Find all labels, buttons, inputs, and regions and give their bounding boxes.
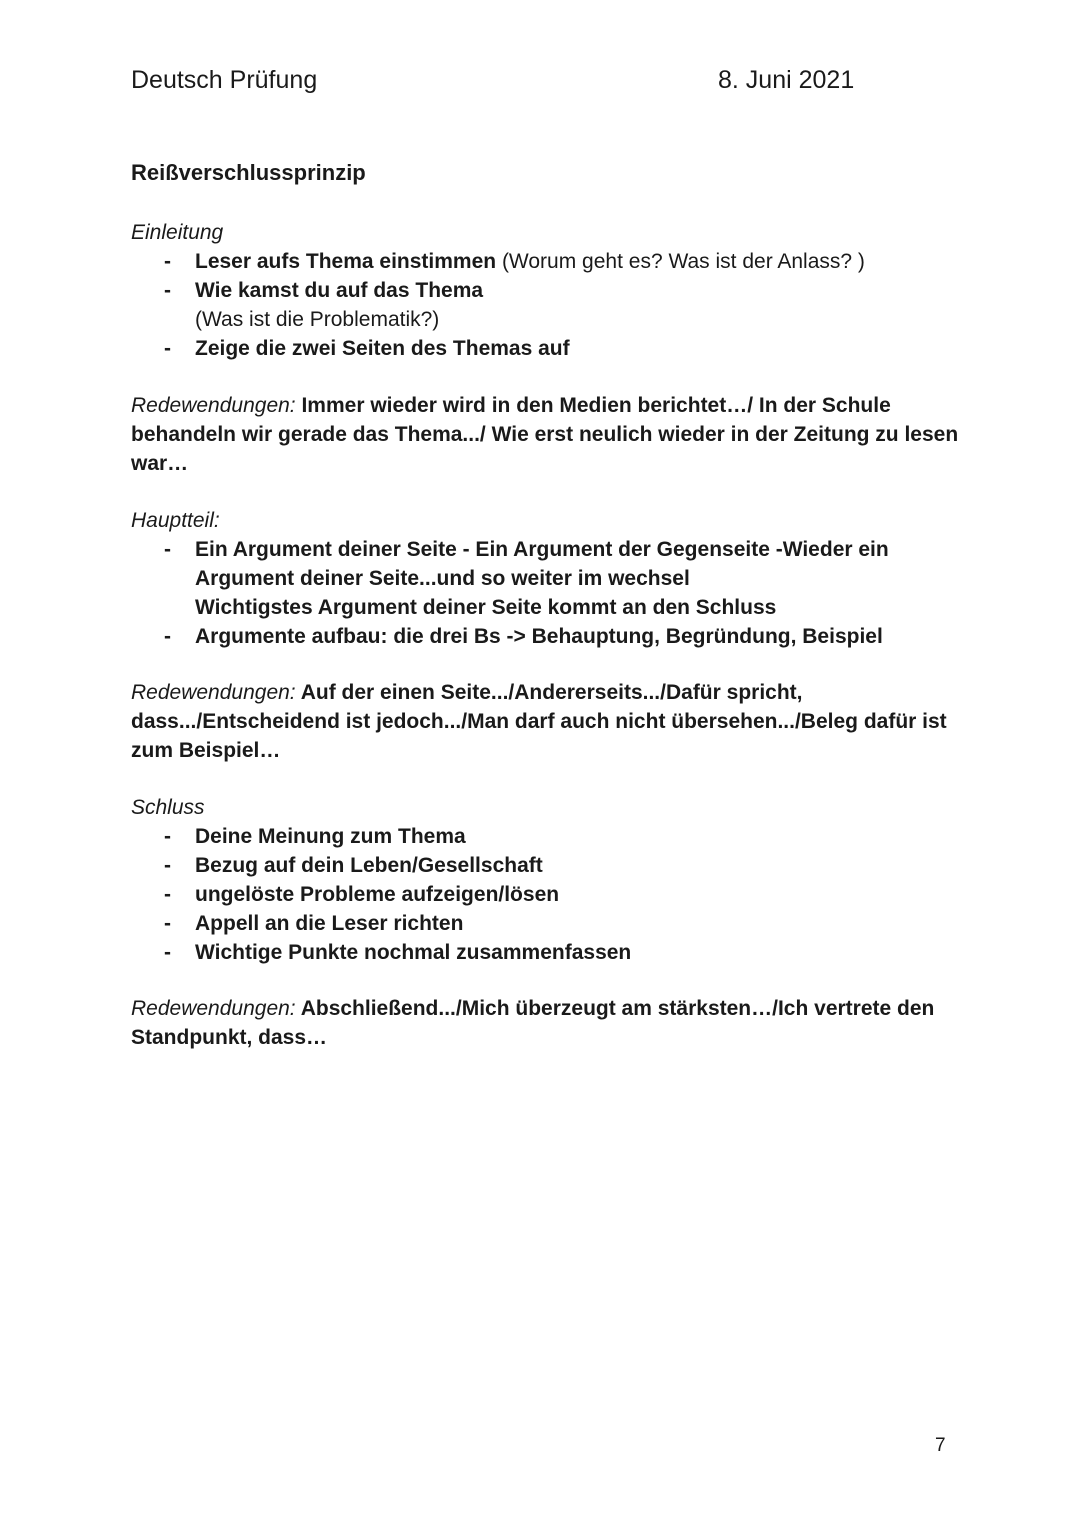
bullet-dash: - — [164, 337, 171, 360]
hauptteil-list-2 — [131, 622, 889, 651]
bullet-dash: - — [164, 250, 171, 273]
phrases-label: Redewendungen: — [131, 997, 296, 1020]
section-schluss — [131, 793, 631, 967]
list-item-bold: Ein Argument deiner Seite - Ein Argument der Gegenseite -Wieder ein — [195, 538, 889, 561]
bullet-dash: - — [164, 279, 171, 302]
list-item — [131, 938, 631, 967]
section-label-schluss: Schluss — [131, 796, 205, 819]
phrases-einleitung — [131, 391, 961, 478]
list-item — [131, 247, 865, 276]
bullet-dash: - — [164, 912, 171, 935]
list-item — [131, 622, 889, 651]
list-item — [131, 822, 631, 851]
section-einleitung — [131, 218, 865, 363]
hauptteil-list — [131, 535, 889, 564]
bullet-dash: - — [164, 538, 171, 561]
phrases-text: Immer wieder wird in den Medien berichtet…/ In der Schule behandeln wir gerade das Thema.../ Wie erst neulich wieder in der Zeitung zu lesen war… — [131, 394, 959, 475]
list-item-bold: Appell an die Leser richten — [195, 912, 464, 935]
phrases-hauptteil — [131, 678, 961, 765]
phrases-label: Redewendungen: — [131, 681, 296, 704]
list-item — [131, 334, 865, 363]
section-label-hauptteil: Hauptteil: — [131, 509, 220, 532]
list-item — [131, 851, 631, 880]
einleitung-list-2 — [131, 334, 865, 363]
bullet-dash: - — [164, 625, 171, 648]
list-item-continuation: Wichtigstes Argument deiner Seite kommt an den Schluss — [195, 596, 777, 619]
list-item-bold: Wie kamst du auf das Thema — [195, 279, 484, 302]
list-item-continuation: Argument deiner Seite...und so weiter im wechsel — [195, 567, 690, 590]
header-subject: Deutsch Prüfung — [131, 66, 318, 94]
schluss-list — [131, 822, 631, 967]
list-item — [131, 535, 889, 564]
list-item-bold: Argumente aufbau: die drei Bs -> Behauptung, Begründung, Beispiel — [195, 625, 883, 648]
list-item — [131, 276, 865, 305]
bullet-dash: - — [164, 941, 171, 964]
phrases-text: Auf der einen Seite.../Andererseits.../Dafür spricht, dass.../Entscheidend ist jedoch.../Man darf auch nicht übersehen.../Beleg dafür ist zum Beispiel… — [131, 681, 947, 762]
list-item-bold: Leser aufs Thema einstimmen — [195, 250, 497, 273]
page-title: Reißverschlussprinzip — [131, 160, 366, 185]
bullet-dash: - — [164, 825, 171, 848]
bullet-dash: - — [164, 854, 171, 877]
list-item-bold: Deine Meinung zum Thema — [195, 825, 466, 848]
section-hauptteil — [131, 506, 889, 651]
page-number: 7 — [935, 1435, 946, 1456]
section-label-einleitung: Einleitung — [131, 221, 224, 244]
list-item-note: (Worum geht es? Was ist der Anlass? ) — [496, 250, 865, 273]
bullet-dash: - — [164, 883, 171, 906]
phrases-label: Redewendungen: — [131, 394, 296, 417]
phrases-schluss — [131, 994, 961, 1052]
phrases-text: Abschließend.../Mich überzeugt am stärksten…/Ich vertrete den Standpunkt, dass… — [131, 997, 935, 1049]
list-item-bold: ungelöste Probleme aufzeigen/lösen — [195, 883, 560, 906]
list-item — [131, 880, 631, 909]
list-item-continuation: (Was ist die Problematik?) — [195, 308, 440, 331]
header-date: 8. Juni 2021 — [718, 66, 855, 94]
list-item-bold: Zeige die zwei Seiten des Themas auf — [195, 337, 570, 360]
einleitung-list — [131, 247, 865, 305]
list-item — [131, 909, 631, 938]
list-item-bold: Bezug auf dein Leben/Gesellschaft — [195, 854, 543, 877]
list-item-bold: Wichtige Punkte nochmal zusammenfassen — [195, 941, 632, 964]
